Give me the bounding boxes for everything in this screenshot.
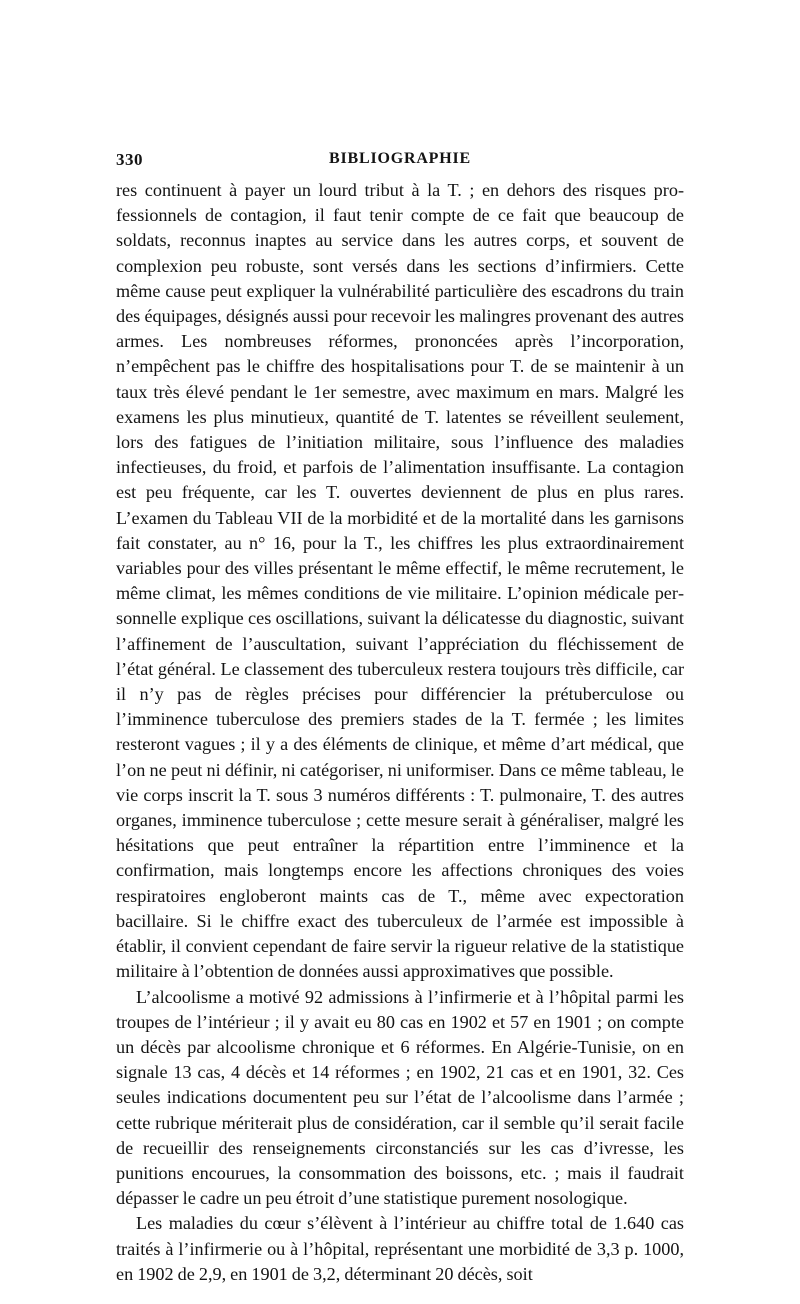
running-title: BIBLIOGRAPHIE xyxy=(329,150,471,167)
page-number: 330 xyxy=(116,150,143,169)
paragraph-alcoholism: L’alcoolisme a motivé 92 admissions à l’infirmerie et à l’hôpital parmi les troupes de l’intérieur ; il y avait eu 80 cas en 1902 et 57 en 1901 ; on compte un décès par alcoolisme chronique et 6 réformes. En Algérie-Tunisie, on en signale 13 cas, 4 décès et 14 réformes ; en 1902, 21 cas et en 1901, 32. Ces seules indications documentent peu sur l’état de l’alcoolisme dans l’armée ; cette rubrique mériterait plus de considération, car il semble qu’il serait facile de recueillir des renseignements circonstanciés sur les cas d’ivresse, les punitions encourues, la consommation des boissons, etc. ; mais il faudrait dépasser le cadre un peu étroit d’une statistique purement nosologique. xyxy=(116,986,684,1209)
paragraph-heart-diseases: Les maladies du cœur s’élèvent à l’intérieur au chiffre total de 1.640 cas traités à l’infirmerie ou à l’hôpital, représentant une morbidité de 3,3 p. 1000, en 1902 de 2,9, en 1901 de 3,2, déterminant 20 décès, soit xyxy=(116,1213,684,1284)
running-head xyxy=(116,150,684,174)
paragraph-tuberculosis-continued: res continuent à payer un lourd tribut à la T. ; en dehors des risques professionnels de contagion, il faut tenir compte de ce fait que beaucoup de soldats, reconnus inaptes au service dans les autres corps, et souvent de complexion peu robuste, sont versés dans les sections d’infirmiers. Cette même cause peut expliquer la vulnérabilité particulière des escadrons du train des équipages, désignés aussi pour recevoir les malingres provenant des autres armes. Les nombreuses réformes, prononcées après l’incorporation, n’empêchent pas le chiffre des hospitalisations pour T. de se maintenir à un taux très élevé pendant le 1er semestre, avec maximum en mars. Malgré les examens les plus minutieux, quantité de T. latentes se réveillent seulement, lors des fatigues de l’initiation militaire, sous l’influence des maladies infectieuses, du froid, et parfois de l’alimentation insuffisante. La contagion est peu fréquente, car les T. ouvertes deviennent de plus en plus rares. L’examen du Tableau VII de la morbidité et de la mortalité dans les garnisons fait constater, au n° 16, pour la T., les chiffres les plus extraordinairement variables pour des villes présentant le même effectif, le même recrutement, le même climat, les mêmes conditions de vie militaire. L’opinion médicale personnelle explique ces oscillations, suivant la délicatesse du diagnostic, suivant l’affinement de l’auscultation, suivant l’appréciation du fléchissement de l’état général. Le classement des tuberculeux restera toujours très difficile, car il n’y pas de règles précises pour différencier la prétuberculose ou l’imminence tuberculose des premiers stades de la T. fermée ; les limites resteront vagues ; il y a des éléments de clinique, et même d’art médical, que l’on ne peut ni définir, ni catégoriser, ni uniformiser. Dans ce même tableau, le vie corps inscrit la T. sous 3 numéros différents : T. pulmonaire, T. des autres organes, imminence tuberculose ; cette mesure serait à généraliser, malgré les hésitations que peut entraîner la répartition entre l’imminence et la confirmation, mais longtemps encore les affections chroniques des voies respiratoires engloberont maints cas de T., même avec expectoration bacillaire. Si le chiffre exact des tuberculeux de l’armée est impossible à établir, il convient cependant de faire servir la rigueur relative de la statistique militaire à l’obtention de données aussi approximatives que possible. xyxy=(116,180,684,982)
body-text xyxy=(116,178,684,1287)
